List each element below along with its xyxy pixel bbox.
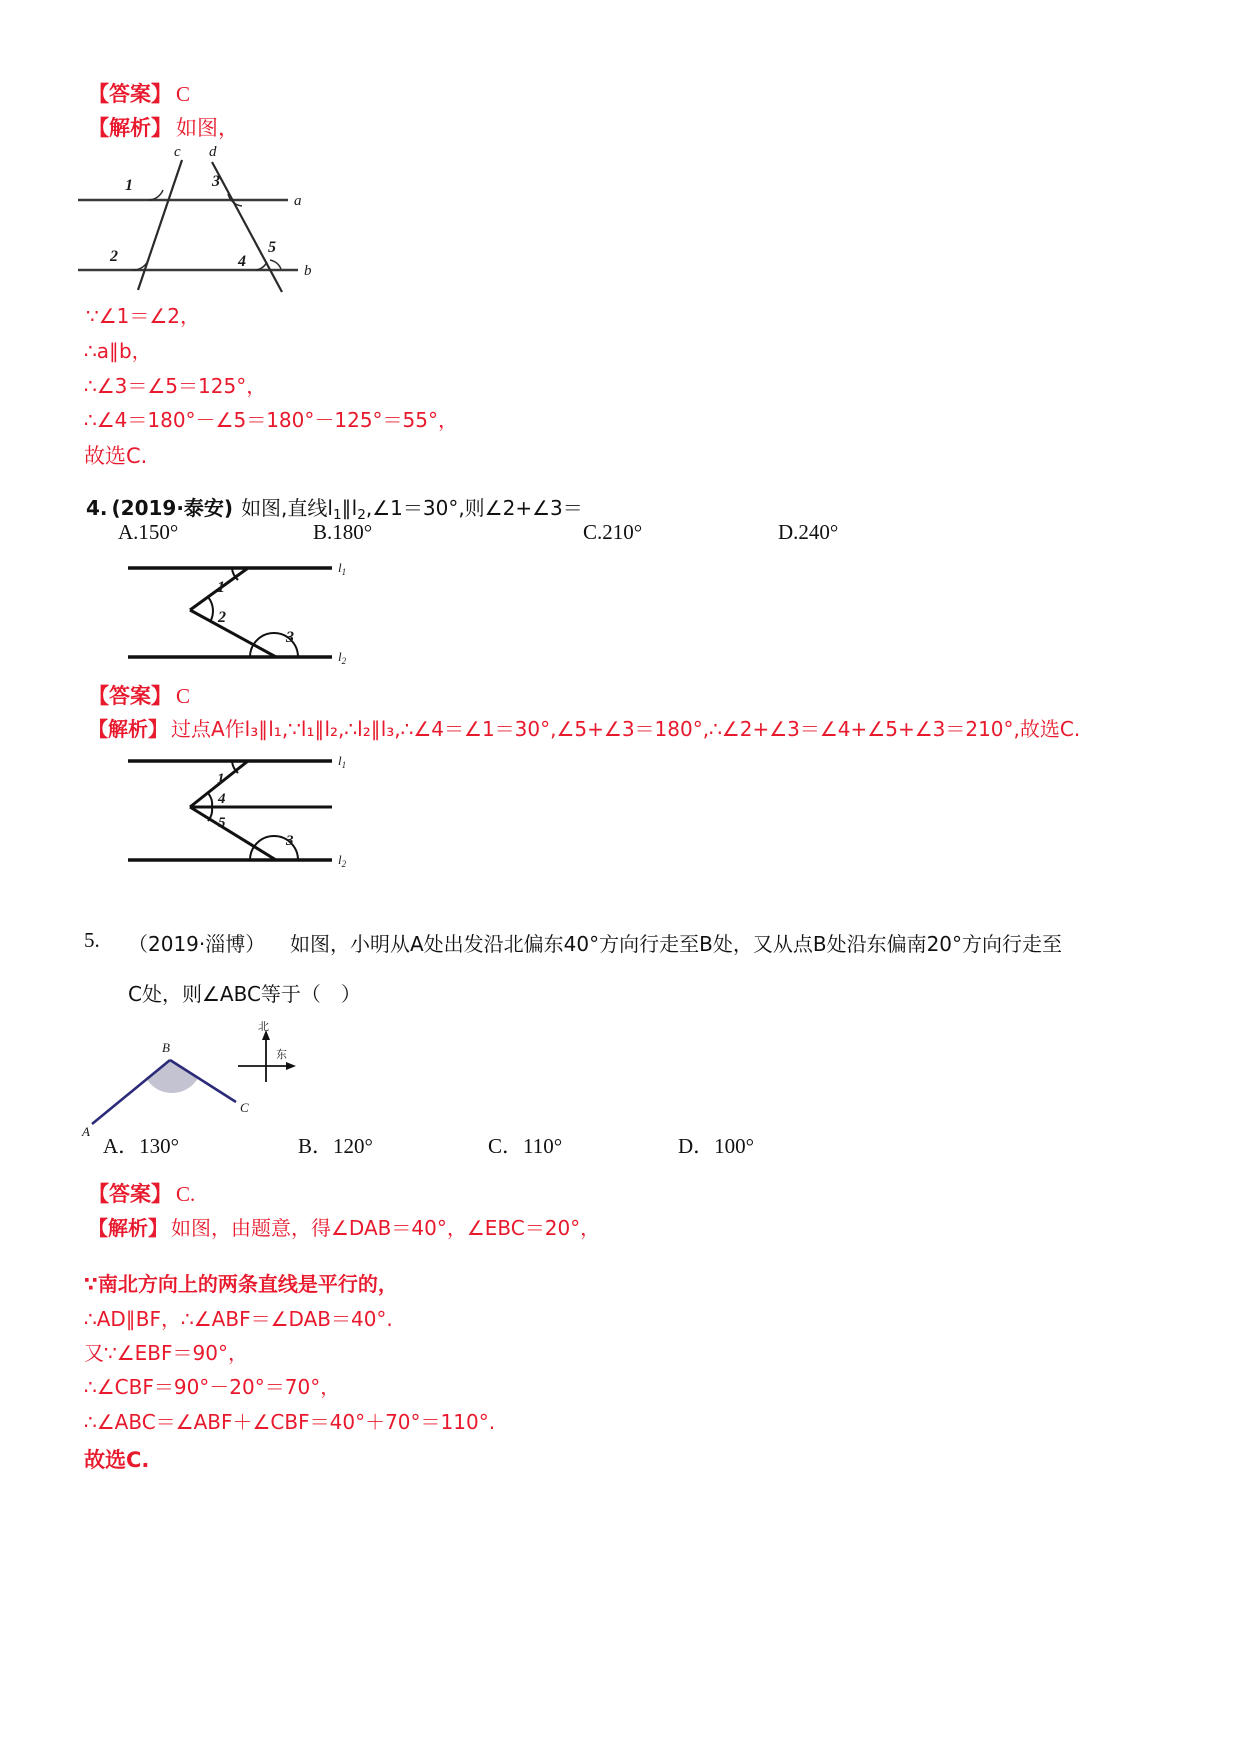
solution1-step-1: ∵∠1＝∠2， [86, 304, 201, 328]
label-east: 东 [276, 1048, 287, 1061]
solution1-step-3: ∴∠3＝∠5＝125°， [84, 374, 267, 398]
label-line-a: a [294, 193, 302, 209]
question5-step-1: ∵南北方向上的两条直线是平行的， [84, 1272, 398, 1296]
question5-option-a[interactable]: A．130° [103, 1134, 180, 1158]
label-line-l1: $l_1$ [338, 560, 347, 577]
solution1-answer-line [88, 78, 190, 108]
diagram-zigzag-angles-123 [120, 552, 380, 672]
label-point-b: B [162, 1040, 170, 1055]
analysis-lead: 如图， [176, 116, 239, 140]
question5-option-c[interactable]: C．110° [488, 1134, 563, 1158]
question5-step-4: ∴∠CBF＝90°－20°＝70°， [84, 1375, 341, 1399]
angle-label-1: 1 [217, 771, 225, 787]
angle-label-1: 1 [125, 177, 133, 194]
question5-text-line1: 如图，小明从A处出发沿北偏东40°方向行走至B处，又从点B处沿东偏南20°方向行走至 [290, 932, 1063, 956]
question4-option-d[interactable]: D.240° [778, 520, 839, 544]
question5-option-d[interactable]: D．100° [678, 1134, 755, 1158]
question5-source: （2019·淄博） [128, 932, 266, 956]
angle-label-4: 4 [238, 253, 246, 270]
analysis-tag: 【解析】 [88, 717, 168, 741]
question5-step-5: ∴∠ABC＝∠ABF＋∠CBF＝40°＋70°＝110°. [84, 1410, 496, 1434]
question4-analysis-line [88, 713, 1080, 742]
question4-heading [86, 492, 583, 523]
answer-value: C [176, 684, 191, 708]
question5-step-3: 又∵∠EBF＝90°， [84, 1341, 248, 1365]
answer-tag: 【答案】 [88, 1182, 172, 1206]
angle-label-2: 2 [110, 248, 118, 265]
answer-value: C. [176, 1182, 196, 1206]
question4-number: 4. [86, 496, 108, 520]
question5-text-line2: C处，则∠ABC等于（ ） [128, 982, 361, 1006]
question5-analysis-line [88, 1212, 600, 1241]
question5-conclusion: 故选C. [84, 1448, 150, 1472]
question4-option-c[interactable]: C.210° [583, 520, 643, 544]
label-line-b: b [304, 263, 312, 279]
angle-label-5: 5 [268, 239, 276, 256]
label-line-l2: $l_2$ [338, 852, 347, 869]
analysis-text: 过点A作l₃∥l₁,∵l₁∥l₂,∴l₂∥l₃,∴∠4＝∠1＝30°,∠5+∠3＝180°,∴∠2+∠3＝∠4+∠5+∠3＝210°,故选C. [171, 717, 1081, 741]
label-line-c: c [174, 144, 181, 160]
label-point-a: A [82, 1124, 90, 1139]
answer-value: C [176, 82, 191, 106]
question4-text: 如图,直线$l_1\parallel l_2,\angle 1=30^\circ$,则∠2+∠3＝ [241, 496, 583, 523]
analysis-tag: 【解析】 [88, 116, 172, 140]
solution1-step-4: ∴∠4＝180°－∠5＝180°－125°＝55°， [84, 408, 459, 432]
label-line-l2: $l_2$ [338, 649, 347, 666]
analysis-tag: 【解析】 [88, 1216, 168, 1240]
angle-label-2: 2 [218, 609, 226, 626]
question5-option-b[interactable]: B．120° [298, 1134, 373, 1158]
question5-step-2: ∴AD∥BF，∴∠ABF＝∠DAB＝40°. [84, 1307, 393, 1331]
analysis-lead: 如图，由题意，得∠DAB＝40°，∠EBC＝20°， [171, 1216, 601, 1240]
answer-tag: 【答案】 [88, 82, 172, 106]
question5-number: 5. [84, 928, 100, 952]
answer-tag: 【答案】 [88, 684, 172, 708]
angle-label-3: 3 [286, 629, 294, 646]
label-line-l1: $l_1$ [338, 753, 347, 770]
solution1-analysis-line [88, 112, 239, 142]
solution1-step-2: ∴a∥b， [84, 339, 152, 363]
solution1-conclusion: 故选C. [84, 444, 148, 468]
label-north: 北 [258, 1020, 269, 1033]
diagram-zigzag-with-auxiliary-line [120, 745, 380, 870]
label-line-d: d [209, 144, 217, 160]
diagram-direction-path-abc [80, 1020, 320, 1140]
question4-option-b[interactable]: B.180° [313, 520, 373, 544]
angle-label-3: 3 [212, 173, 220, 190]
angle-label-3: 3 [286, 833, 294, 849]
question4-answer-line [88, 680, 190, 710]
question4-source: (2019·泰安) [111, 496, 234, 520]
question5-answer-line [88, 1178, 195, 1208]
angle-label-5: 5 [218, 815, 226, 831]
diagram-parallel-lines-abcd [70, 142, 330, 302]
angle-label-4: 4 [218, 791, 226, 807]
question4-option-a[interactable]: A.150° [118, 520, 179, 544]
label-point-c: C [240, 1100, 249, 1115]
angle-label-1: 1 [217, 579, 225, 596]
